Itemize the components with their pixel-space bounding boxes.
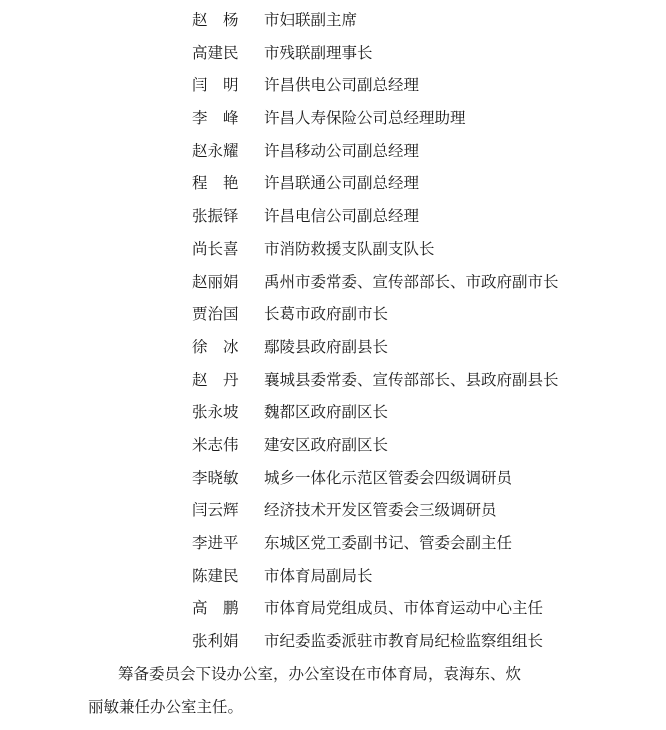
member-role: 许昌电信公司副总经理 bbox=[264, 207, 420, 226]
member-role: 市残联副理事长 bbox=[264, 43, 373, 62]
member-role: 市体育局党组成员、市体育运动中心主任 bbox=[264, 599, 544, 618]
list-item bbox=[0, 494, 666, 527]
member-role: 东城区党工委副书记、管委会副主任 bbox=[264, 534, 513, 552]
list-item bbox=[0, 298, 666, 331]
member-name: 李 峰 bbox=[192, 109, 239, 128]
member-name: 陈建民 bbox=[192, 566, 239, 585]
list-item bbox=[0, 396, 666, 429]
member-name: 高建民 bbox=[192, 43, 239, 62]
member-role: 许昌人寿保险公司总经理助理 bbox=[264, 109, 466, 128]
list-item bbox=[0, 266, 666, 299]
member-role: 许昌移动公司副总经理 bbox=[264, 141, 420, 160]
member-role: 襄城县委常委、宣传部部长、县政府副县长 bbox=[264, 370, 559, 389]
member-role: 建安区政府副区长 bbox=[264, 435, 389, 454]
member-name: 李进平 bbox=[192, 534, 239, 552]
list-item bbox=[0, 331, 666, 364]
list-item bbox=[0, 167, 666, 200]
member-role: 经济技术开发区管委会三级调研员 bbox=[264, 501, 497, 520]
member-name: 闫 明 bbox=[192, 76, 239, 95]
member-name: 徐 冰 bbox=[192, 337, 239, 356]
office-note-line-1: 筹备委员会下设办公室，办公室设在市体育局，袁海东、炊 bbox=[118, 665, 522, 683]
member-role: 市体育局副局长 bbox=[264, 566, 373, 585]
member-list bbox=[0, 4, 666, 658]
member-role: 市纪委监委派驻市教育局纪检监察组组长 bbox=[264, 632, 544, 651]
member-name: 赵永耀 bbox=[192, 141, 239, 160]
member-name: 赵 杨 bbox=[192, 11, 239, 29]
member-name: 李晓敏 bbox=[192, 468, 239, 487]
member-role: 城乡一体化示范区管委会四级调研员 bbox=[264, 468, 513, 487]
member-role: 魏都区政府副区长 bbox=[264, 403, 389, 422]
member-name: 赵 丹 bbox=[192, 370, 239, 389]
member-name: 赵丽娟 bbox=[192, 272, 239, 291]
member-role: 市妇联副主席 bbox=[264, 11, 358, 29]
list-item bbox=[0, 462, 666, 495]
member-role: 许昌供电公司副总经理 bbox=[264, 76, 420, 95]
member-name: 尚长喜 bbox=[192, 239, 239, 258]
list-item bbox=[0, 429, 666, 462]
member-name: 张振铎 bbox=[192, 207, 239, 226]
member-role: 禹州市委常委、宣传部部长、市政府副市长 bbox=[264, 272, 559, 291]
member-name: 张永坡 bbox=[192, 403, 239, 422]
member-name: 贾治国 bbox=[192, 305, 239, 324]
list-item bbox=[0, 69, 666, 102]
member-role: 长葛市政府副市长 bbox=[264, 305, 389, 324]
list-item bbox=[0, 625, 666, 658]
list-item bbox=[0, 135, 666, 168]
list-item bbox=[0, 233, 666, 266]
list-item bbox=[0, 560, 666, 593]
member-role: 许昌联通公司副总经理 bbox=[264, 174, 420, 193]
list-item bbox=[0, 4, 666, 37]
list-item bbox=[0, 527, 666, 560]
member-role: 鄢陵县政府副县长 bbox=[264, 337, 389, 356]
member-name: 高 鹏 bbox=[192, 599, 239, 618]
list-item bbox=[0, 200, 666, 233]
office-note-paragraph bbox=[0, 658, 666, 724]
list-item bbox=[0, 37, 666, 70]
list-item bbox=[0, 102, 666, 135]
office-note-line-2: 丽敏兼任办公室主任。 bbox=[88, 698, 244, 716]
list-item bbox=[0, 364, 666, 397]
list-item bbox=[0, 592, 666, 625]
member-name: 程 艳 bbox=[192, 174, 239, 193]
member-name: 米志伟 bbox=[192, 435, 239, 454]
member-name: 张利娟 bbox=[192, 632, 239, 651]
member-name: 闫云辉 bbox=[192, 501, 239, 520]
member-role: 市消防救援支队副支队长 bbox=[264, 239, 435, 258]
